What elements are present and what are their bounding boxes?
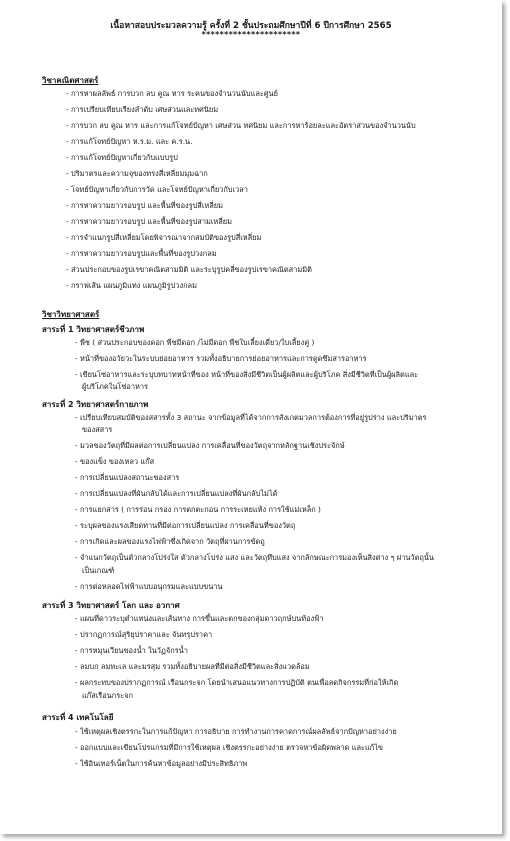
list-item: - หน้าที่ของอวัยวะในระบบย่อยอาหาร รวมทั้งอธิบายการย่อยอาหารและการดูดซึมสารอาหาร (75, 354, 367, 363)
list-item: - แผนที่ดาวระบุตำแหน่งและเส้นทาง การขึ้นและตกของกลุ่มดาวฤกษ์บนท้องฟ้า (75, 614, 324, 623)
list-item: - พืช ( ส่วนประกอบของดอก พืชมีดอก /ไม่มีดอก พืชใบเลี้ยงเดี่ยว/ใบเลี้ยงคู่ ) (75, 338, 315, 347)
list-item: - จำแนกวัตถุเป็นตัวกลางโปร่งใส ตัวกลางโปร่ง แสง และวัตถุทึบแสง จากลักษณะการมองเห็นสิ่งต่าง ๆ ผ่านวัตถุนั้น (75, 553, 434, 562)
list-item: - การหมุนเวียนของน้ำ ในวัฏจักรน้ำ (75, 646, 188, 655)
list-item: - ใช้อินเทอร์เน็ตในการค้นหาข้อมูลอย่างมีประสิทธิภาพ (75, 759, 248, 768)
list-item: - ปริมาตรและความจุของทรงสี่เหลี่ยมมุมฉาก (66, 169, 208, 178)
list-item-continuation: ผู้บริโภคในโซ่อาหาร (82, 382, 149, 391)
list-item-continuation: ของสสาร (82, 425, 113, 434)
list-item: - การบวก ลบ คูณ หาร และการแก้โจทย์ปัญหา เศษส่วน ทศนิยม และการหาร้อยละและอัตราส่วนของจำนวนนับ (66, 121, 416, 130)
list-item: - การจำแนกรูปสี่เหลี่ยมโดยพิจารณาจากสมบัติของรูปสี่เหลี่ยม (66, 233, 262, 242)
list-item: - มวลของวัตถุที่มีผลต่อการเปลี่ยนแปลง การเคลื่อนที่ของวัตถุจากหลักฐานเชิงประจักษ์ (75, 441, 345, 450)
list-item: - การแก้โจทย์ปัญหาเกี่ยวกับแบบรูป (66, 153, 178, 162)
list-item: - การแก้โจทย์ปัญหา ห.ร.ม. และ ค.ร.น. (66, 137, 193, 146)
list-item: - ลมบก ลมทะเล และมรสุม รวมทั้งอธิบายผลที่มีต่อสิ่งมีชีวิตและสิ่งแวดล้อม (75, 662, 310, 671)
list-item: - ส่วนประกอบของรูปเรขาคณิตสามมิติ และระบุรูปคลี่ของรูปเรขาคณิตสามมิติ (66, 265, 312, 274)
list-item: - การเปลี่ยนแปลงสถานะของสาร (75, 473, 180, 482)
science-heading: วิชาวิทยาศาสตร์ (42, 310, 100, 319)
list-item: - ของแข็ง ของเหลว แก๊ส (75, 457, 155, 466)
list-item: - ระบุผลของแรงเสียดทานที่มีต่อการเปลี่ยนแปลง การเคลื่อนที่ของวัตถุ (75, 521, 296, 530)
science-topic-1-title: สาระที่ 1 วิทยาศาสตร์ชีวภาพ (42, 325, 145, 334)
list-item: - การหาผลลัพธ์ การบวก ลบ คูณ หาร ระคนของจำนวนนับและศูนย์ (66, 89, 278, 98)
science-topic-2-title: สาระที่ 2 วิทยาศาสตร์กายภาพ (42, 400, 149, 409)
list-item: - ปรากฏการณ์สุริยุปราคาและ จันทรุปราคา (75, 630, 213, 639)
list-item: - ผลกระทบของปรากฏการณ์ เรือนกระจก โดยนำเสนอแนวทางการปฏิบัติ ตนเพื่อลดกิจกรรมที่ก่อให้เกิด (75, 678, 399, 687)
document-title: เนื้อหาสอบประมวลความรู้ ครั้งที่ 2 ชั้นประถมศึกษาปีที่ 6 ปีการศึกษา 2565 (110, 21, 392, 31)
list-item: - การหาความยาวรอบรูป และพื้นที่ของรูปสามเหลี่ยม (66, 217, 232, 226)
science-topic-4-title: สาระที่ 4 เทคโนโลยี (42, 713, 114, 722)
list-item: - การเกิดและผลของแรงไฟฟ้าซึ่งเกิดจาก วัตถุที่ผ่านการขัดถู (75, 537, 265, 546)
list-item: - การหาความยาวรอบรูป และพื้นที่ของรูปสี่เหลี่ยม (66, 201, 223, 210)
list-item-continuation: เป็นเกณฑ์ (82, 566, 115, 575)
list-item: - การต่อหลอดไฟฟ้าแบบอนุกรมและแบบขนาน (75, 582, 223, 591)
list-item: - กราฟเส้น แผนภูมิแท่ง แผนภูมิรูปวงกลม (66, 281, 197, 290)
math-heading: วิชาคณิตศาสตร์ (42, 76, 99, 85)
title-divider: ********************** (201, 30, 301, 39)
list-item: - การหาความยาวรอบรูปและพื้นที่ของรูปวงกลม (66, 249, 217, 258)
science-topic-3-title: สาระที่ 3 วิทยาศาสตร์ โลก และ อวกาศ (42, 601, 180, 610)
list-item: - ออกแบบและเขียนโปรแกรมที่มีการใช้เหตุผล เชิงตรรกะอย่างง่าย ตรวจหาข้อผิดพลาด และแก้ไข (75, 743, 383, 752)
list-item: - การเปลี่ยนแปลงที่ผันกลับได้และการเปลี่ยนแปลงที่ผันกลับไม่ได้ (75, 489, 278, 498)
list-item: - เขียนโซ่อาหารและระบุบทบาทหน้าที่ของ หน้าที่ของสิ่งมีชีวิตเป็นผู้ผลิตและผู้บริโภค สิ่งมีชีวิตที่เป็นผู้ผลิตและ (75, 370, 419, 379)
list-item-continuation: แก๊สเรือนกระจก (82, 691, 133, 700)
list-item: - โจทย์ปัญหาเกี่ยวกับการวัด และโจทย์ปัญหาเกี่ยวกับเวลา (66, 185, 248, 194)
list-item: - การแยกสาร ( การร่อน กรอง การตกตะกอน การระเหยแห้ง การใช้แม่เหล็ก ) (75, 505, 321, 514)
list-item: - การเปรียบเทียบเรียงลำดับ เศษส่วนและทศนิยม (66, 105, 219, 114)
list-item: - เปรียบเทียบสมบัติของสสารทั้ง 3 สถานะ จากข้อมูลที่ได้จากการสังเกตมวลการต้องการที่อยู่รูปร่าง และปริมาตร (75, 413, 427, 422)
list-item: - ใช้เหตุผลเชิงตรรกะในการแก้ปัญหา การอธิบาย การทำงานการคาดการณ์ผลลัพธ์จากปัญหาอย่างง่าย (75, 727, 397, 736)
